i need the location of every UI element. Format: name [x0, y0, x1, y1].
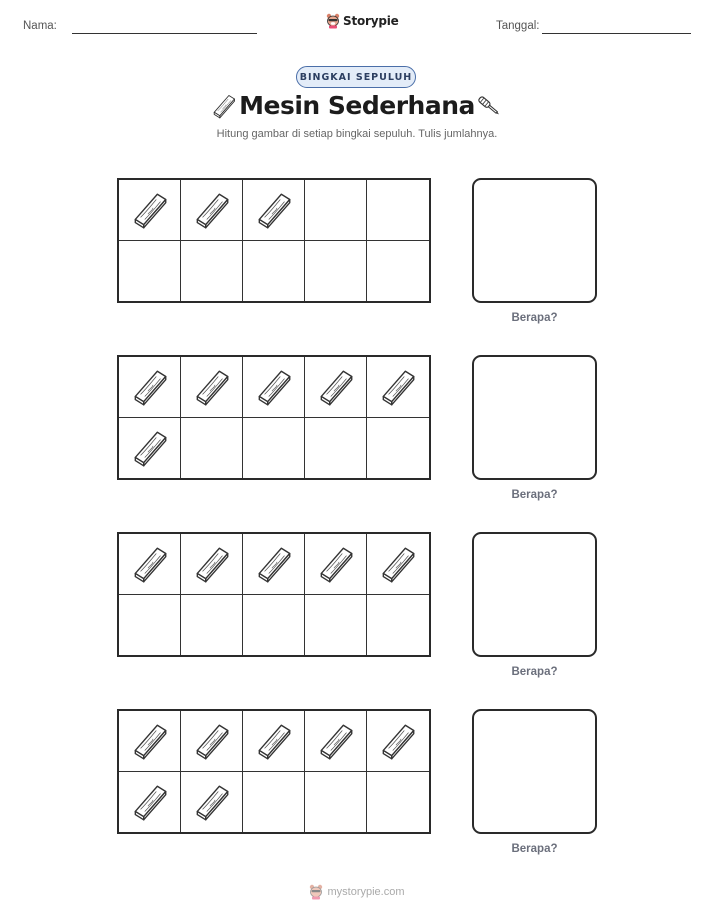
wooden-plank-icon [191, 781, 233, 823]
wooden-plank-icon [191, 366, 233, 408]
wooden-plank-icon [377, 366, 419, 408]
wooden-plank-icon [129, 720, 171, 762]
ten-frame-cell [181, 534, 243, 595]
ten-frame-cell [243, 711, 305, 772]
mascot-icon [326, 13, 340, 29]
ten-frame-cell [119, 418, 181, 479]
ten-frame-cell [181, 418, 243, 479]
ten-frame [117, 355, 431, 480]
footer [0, 884, 714, 900]
wooden-plank-icon [377, 720, 419, 762]
name-line[interactable] [72, 33, 257, 34]
wooden-plank-icon [377, 543, 419, 585]
ten-frame-cell [305, 534, 367, 595]
ten-frame-cell [305, 711, 367, 772]
ten-frame-cell [367, 418, 429, 479]
ten-frame-cell [243, 241, 305, 302]
ten-frame-cell [119, 711, 181, 772]
wooden-plank-icon [253, 189, 295, 231]
wooden-plank-icon [315, 720, 357, 762]
ten-frame-cell [119, 180, 181, 241]
ten-frame-cell [305, 357, 367, 418]
ten-frame-cell [305, 180, 367, 241]
ten-frame-cell [305, 241, 367, 302]
ten-frame-cell [119, 534, 181, 595]
wooden-plank-icon [253, 543, 295, 585]
wooden-plank-icon [129, 427, 171, 469]
screwdriver-icon [474, 92, 504, 120]
date-line[interactable] [542, 33, 691, 34]
page-title: Mesin Sederhana [239, 91, 475, 120]
ten-frame-cell [243, 418, 305, 479]
answer-prompt: Berapa? [511, 843, 558, 855]
ten-frame-cell [181, 772, 243, 833]
category-badge: BINGKAI SEPULUH [296, 66, 416, 88]
wooden-plank-icon [129, 781, 171, 823]
ten-frame-cell [367, 241, 429, 302]
ten-frame-cell [367, 772, 429, 833]
ten-frame-cell [243, 357, 305, 418]
wooden-plank-icon [191, 189, 233, 231]
instructions: Hitung gambar di setiap bingkai sepuluh. Tulis jumlahnya. [216, 128, 498, 140]
name-label: Nama: [23, 20, 57, 32]
answer-prompt: Berapa? [511, 489, 558, 501]
wooden-plank-icon [191, 543, 233, 585]
ten-frame [117, 532, 431, 657]
wooden-plank-icon [315, 543, 357, 585]
date-label: Tanggal: [496, 20, 540, 32]
ten-frame-cell [181, 180, 243, 241]
answer-box[interactable] [472, 532, 597, 657]
ten-frame-cell [305, 418, 367, 479]
ten-frame-cell [119, 357, 181, 418]
wooden-plank-icon [129, 189, 171, 231]
ten-frame-cell [243, 534, 305, 595]
ten-frame-cell [243, 772, 305, 833]
ten-frame-cell [243, 180, 305, 241]
wooden-plank-icon [129, 366, 171, 408]
ten-frame-cell [181, 595, 243, 656]
ten-frame-cell [367, 357, 429, 418]
ten-frame-cell [367, 595, 429, 656]
logo-text: Storypie [343, 14, 399, 28]
ten-frame [117, 178, 431, 303]
ten-frame-cell [119, 595, 181, 656]
ten-frame-cell [181, 241, 243, 302]
ten-frame-cell [119, 241, 181, 302]
ten-frame-cell [305, 772, 367, 833]
ten-frame-cell [181, 357, 243, 418]
ten-frame-cell [119, 772, 181, 833]
ten-frame-cell [367, 534, 429, 595]
ten-frame-cell [367, 180, 429, 241]
answer-box[interactable] [472, 178, 597, 303]
wooden-plank-icon [253, 720, 295, 762]
storypie-logo [326, 13, 399, 29]
mascot-icon [309, 884, 323, 900]
answer-box[interactable] [472, 709, 597, 834]
wooden-plank-icon [253, 366, 295, 408]
ten-frame-cell [243, 595, 305, 656]
ten-frame-cell [305, 595, 367, 656]
footer-url: mystorypie.com [327, 886, 405, 898]
ten-frame-cell [367, 711, 429, 772]
ten-frame-cell [181, 711, 243, 772]
wooden-plank-icon [191, 720, 233, 762]
ten-frame [117, 709, 431, 834]
answer-prompt: Berapa? [511, 312, 558, 324]
wooden-plank-icon [129, 543, 171, 585]
answer-box[interactable] [472, 355, 597, 480]
answer-prompt: Berapa? [511, 666, 558, 678]
wooden-plank-icon [315, 366, 357, 408]
